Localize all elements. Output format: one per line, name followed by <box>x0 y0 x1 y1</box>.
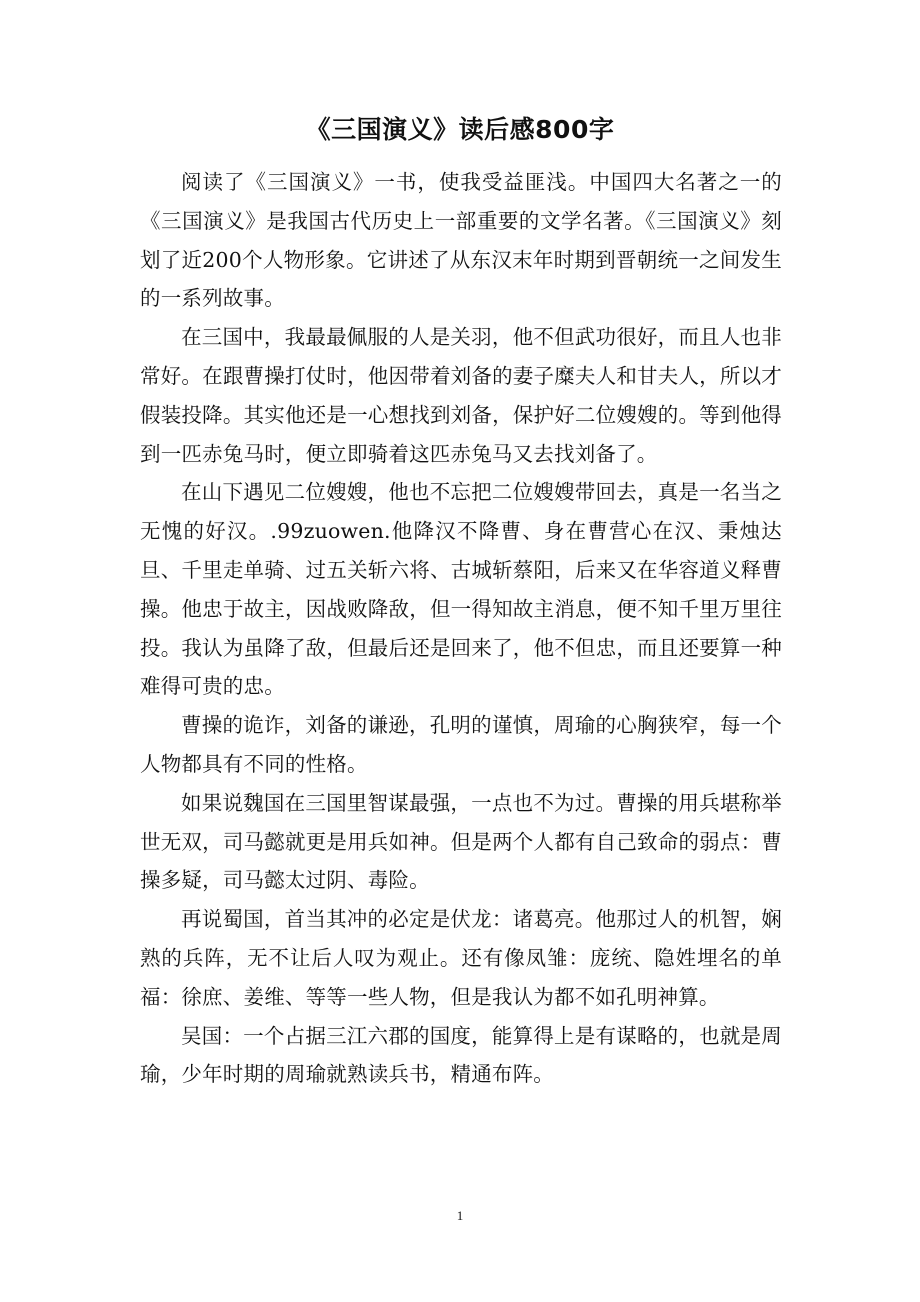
page-number: 1 <box>456 1208 464 1223</box>
paragraph: 吴国：一个占据三江六郡的国度，能算得上是有谋略的，也就是周瑜，少年时期的周瑜就熟读兵书，精通布阵。 <box>140 1023 782 1087</box>
paragraph: 在山下遇见二位嫂嫂，他也不忘把二位嫂嫂带回去，真是一名当之无愧的好汉。.99zuowen.他降汉不降曹、身在曹营心在汉、秉烛达旦、千里走单骑、过五关斩六将、古城斩蔡阳，后来又在华容道义释曹操。他忠于故主，因战败降敌，但一得知故主消息，便不知千里万里往投。我认为虽降了敌，但最后还是回来了，他不但忠，而且还要算一种难得可贵的忠。 <box>140 480 782 699</box>
paragraph: 阅读了《三国演义》一书，使我受益匪浅。中国四大名著之一的《三国演义》是我国古代历史上一部重要的文学名著。《三国演义》刻划了近200个人物形象。它讲述了从东汉末年时期到晋朝统一之间发生的一系列故事。 <box>140 170 782 311</box>
paragraph: 曹操的诡诈，刘备的谦逊，孔明的谨慎，周瑜的心胸狭窄，每一个人物都具有不同的性格。 <box>140 713 782 776</box>
paragraph: 如果说魏国在三国里智谋最强，一点也不为过。曹操的用兵堪称举世无双，司马懿就更是用兵如神。但是两个人都有自己致命的弱点：曹操多疑，司马懿太过阴、毒险。 <box>140 790 782 893</box>
document-body <box>140 163 782 1094</box>
paragraph: 在三国中，我最最佩服的人是关羽，他不但武功很好，而且人也非常好。在跟曹操打仗时，他因带着刘备的妻子糜夫人和甘夫人，所以才假装投降。其实他还是一心想找到刘备，保护好二位嫂嫂的。等到他得到一匹赤兔马时，便立即骑着这匹赤兔马又去找刘备了。 <box>140 325 782 466</box>
paragraph: 再说蜀国，首当其冲的必定是伏龙：诸葛亮。他那过人的机智，娴熟的兵阵，无不让后人叹为观止。还有像凤雏：庞统、隐姓埋名的单福：徐庶、姜维、等等一些人物，但是我认为都不如孔明神算。 <box>140 907 782 1009</box>
document-title: 《三国演义》读后感800字 <box>305 115 615 144</box>
